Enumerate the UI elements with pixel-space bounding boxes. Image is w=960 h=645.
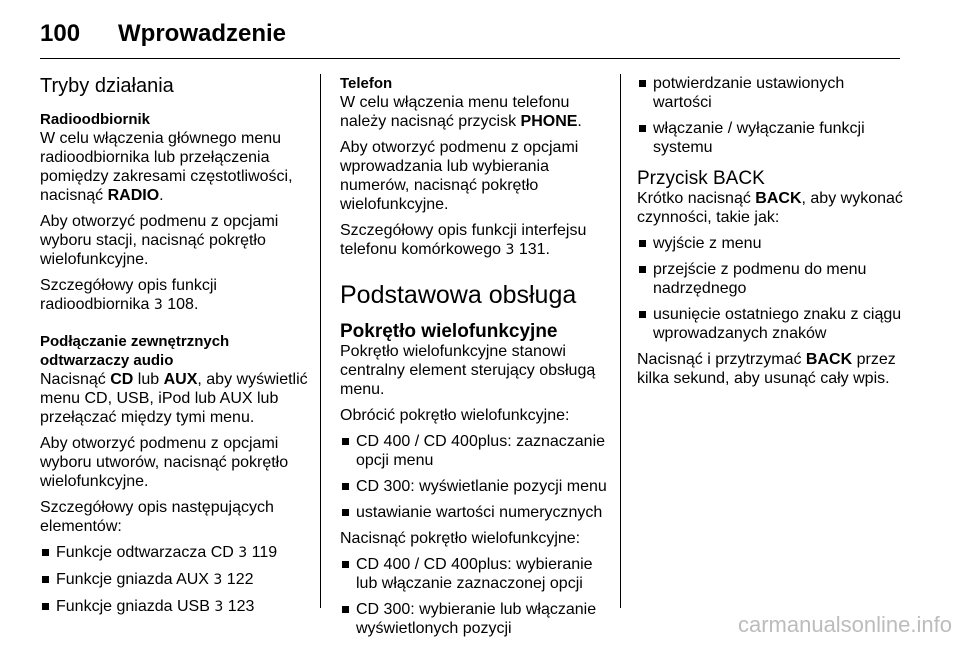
list-item: CD 400 / CD 400plus: zaznaczanie opcji menu <box>340 432 610 470</box>
chapter-title: Wprowadzenie <box>118 20 287 47</box>
external-paragraph-2: Aby otworzyć podmenu z opcjami wyboru utworów, nacisnąć pokrętło wielofunkcyjne. <box>40 435 289 490</box>
back-paragraph-2: Nacisnąć i przytrzymać BACK przez kilka sekund, aby usunąć cały wpis. <box>637 351 896 387</box>
list-item: Funkcje gniazda USB 3 123 <box>40 597 310 617</box>
column-middle <box>340 74 610 645</box>
page-ref-icon: 3 <box>505 242 515 258</box>
page-header <box>40 12 900 56</box>
basic-operation-title: Podstawowa obsługa <box>340 281 577 309</box>
telephone-paragraph-2: Aby otworzyć podmenu z opcjami wprowadzania lub wybierania numerów, nacisnąć pokrętło wielofunkcyjne. <box>340 139 579 213</box>
list-item: CD 300: wybieranie lub włączanie wyświetlonych pozycji <box>340 600 610 638</box>
external-heading: Podłączanie zewnętrznych odtwarzaczy audio <box>40 333 230 369</box>
external-paragraph-1: Nacisnąć CD lub AUX, aby wyświetlić menu CD, USB, iPod lub AUX lub przełączać między tymi menu. <box>40 371 308 426</box>
page-ref-icon: 3 <box>214 599 224 615</box>
external-list <box>40 543 310 617</box>
knob-heading: Pokrętło wielofunkcyjne <box>340 321 558 342</box>
column-divider <box>320 74 321 608</box>
column-divider <box>620 74 621 608</box>
press-intro: Nacisnąć pokrętło wielofunkcyjne: <box>340 530 581 547</box>
radio-heading: Radioodbiornik <box>40 111 150 128</box>
page-ref-icon: 3 <box>153 297 163 313</box>
page-ref-icon: 3 <box>238 545 248 561</box>
list-item: ustawianie wartości numerycznych <box>340 503 610 522</box>
page-ref: 108 <box>167 296 194 313</box>
list-item: przejście z podmenu do menu nadrzędnego <box>637 260 907 298</box>
back-heading: Przycisk BACK <box>637 168 765 189</box>
knob-paragraph: Pokrętło wielofunkcyjne stanowi centralny element sterujący obsługą menu. <box>340 343 596 398</box>
section-title: Tryby działania <box>40 75 174 97</box>
back-list <box>637 234 907 343</box>
list-item: Funkcje gniazda AUX 3 122 <box>40 570 310 590</box>
list-item: CD 400 / CD 400plus: wybieranie lub włączanie zaznaczonej opcji <box>340 555 610 593</box>
turn-list <box>340 432 610 522</box>
telephone-paragraph-1: W celu włączenia menu telefonu należy nacisnąć przycisk PHONE. <box>340 94 582 130</box>
header-rule <box>40 58 900 59</box>
page-ref-icon: 3 <box>213 572 223 588</box>
list-item: CD 300: wyświetlanie pozycji menu <box>340 477 610 496</box>
telephone-paragraph-3: Szczegółowy opis funkcji interfejsu telefonu komórkowego 3 131. <box>340 222 587 258</box>
list-item: usunięcie ostatniego znaku z ciągu wprowadzanych znaków <box>637 305 907 343</box>
press-list-continued <box>637 74 907 157</box>
back-paragraph-1: Krótko nacisnąć BACK, aby wykonać czynności, takie jak: <box>637 190 903 226</box>
column-left <box>40 74 310 624</box>
radio-paragraph-1: W celu włączenia głównego menu radioodbiornika lub przełączenia pomiędzy zakresami częstotliwości, nacisnąć RADIO. <box>40 130 293 204</box>
page-number: 100 <box>40 20 81 47</box>
column-right <box>637 74 907 395</box>
list-item: wyjście z menu <box>637 234 907 253</box>
radio-paragraph-2: Aby otworzyć podmenu z opcjami wyboru stacji, nacisnąć pokrętło wielofunkcyjne. <box>40 213 279 268</box>
list-item: Funkcje odtwarzacza CD 3 119 <box>40 543 310 563</box>
turn-intro: Obrócić pokrętło wielofunkcyjne: <box>340 407 570 424</box>
list-item: włączanie / wyłączanie funkcji systemu <box>637 119 907 157</box>
radio-key: RADIO <box>107 187 160 204</box>
telephone-heading: Telefon <box>340 75 393 92</box>
watermark: carmanualsonline.info <box>737 612 952 637</box>
external-paragraph-3: Szczegółowy opis następujących elementów: <box>40 499 274 535</box>
list-item: potwierdzanie ustawionych wartości <box>637 74 907 112</box>
radio-paragraph-3: Szczegółowy opis funkcji radioodbiornika 3 108. <box>40 277 217 313</box>
press-list <box>340 555 610 638</box>
